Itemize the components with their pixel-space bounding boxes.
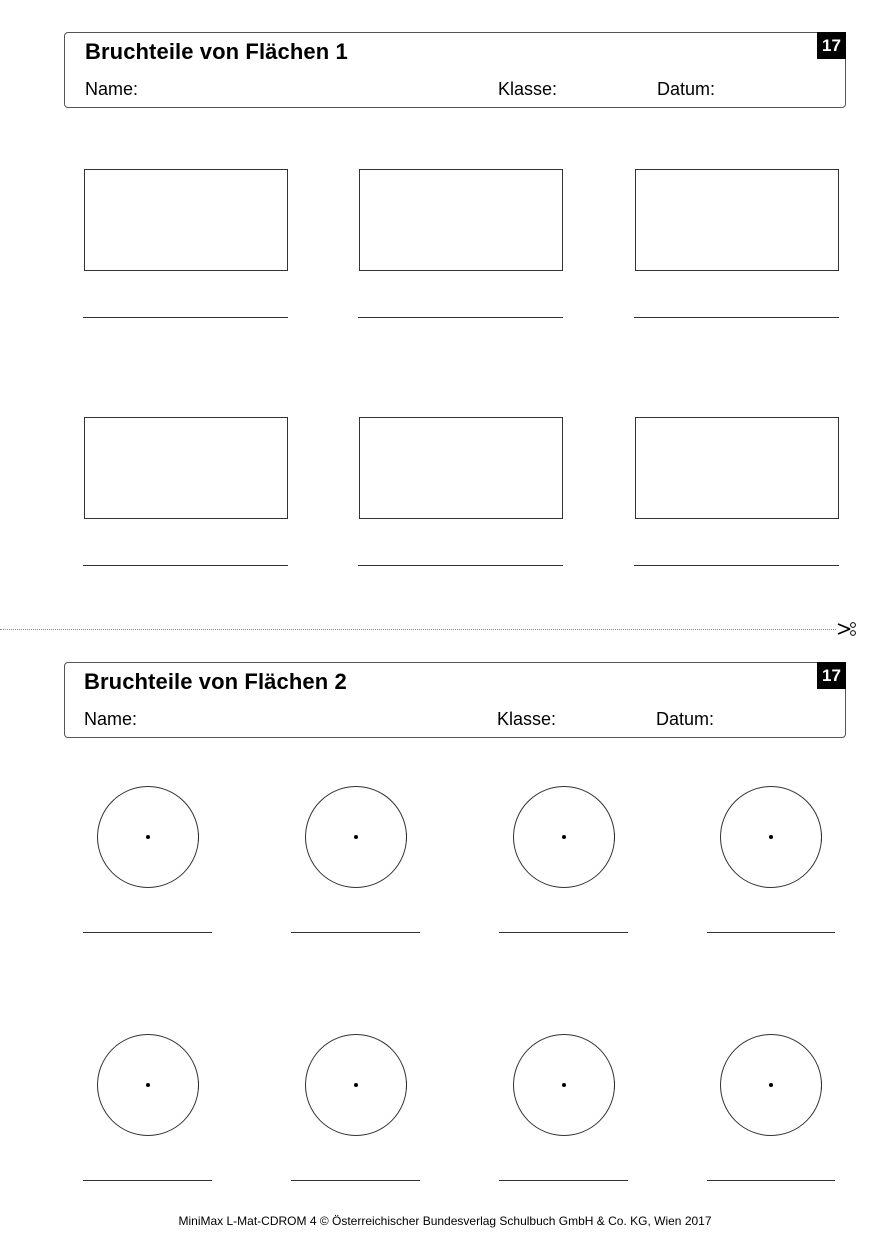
answer-line[interactable] [83,317,288,318]
fraction-rectangle [635,169,839,271]
answer-line[interactable] [83,1180,212,1181]
center-dot [146,835,150,839]
answer-line[interactable] [499,932,628,933]
answer-line[interactable] [707,1180,835,1181]
answer-line[interactable] [83,932,212,933]
tick-mark [198,1081,199,1089]
sheet2-name-label: Name: [84,709,138,729]
sheet1-page-badge: 17 [817,32,846,59]
cut-line [0,629,836,630]
center-dot [354,835,358,839]
fraction-rectangle [359,417,563,519]
center-dot [562,835,566,839]
answer-line[interactable] [634,317,839,318]
center-dot [354,1083,358,1087]
center-dot [769,1083,773,1087]
tick-mark [614,1081,615,1089]
sheet2-date-label: Datum: [656,709,715,729]
fraction-rectangle [84,169,288,271]
sheet2-page-badge: 17 [817,662,846,689]
copyright-footer: MiniMax L-Mat-CDROM 4 © Österreichischer Bundesverlag Schulbuch GmbH & Co. KG, Wien 2017 [178,1214,712,1228]
sheet2-title: Bruchteile von Flächen 2 [84,669,347,694]
tick-mark [614,833,615,841]
sheet1-class-label: Klasse: [498,79,558,99]
answer-line[interactable] [291,1180,420,1181]
center-dot [562,1083,566,1087]
answer-line[interactable] [291,932,420,933]
sheet1-date-label: Datum: [657,79,716,99]
sheet2-class-label: Klasse: [497,709,557,729]
scissors-icon [836,618,858,640]
tick-mark [821,833,822,841]
center-dot [146,1083,150,1087]
answer-line[interactable] [634,565,839,566]
answer-line[interactable] [83,565,288,566]
sheet1-header [64,32,846,108]
answer-line[interactable] [499,1180,628,1181]
tick-mark [406,833,407,841]
tick-mark [198,833,199,841]
fraction-rectangle [635,417,839,519]
fraction-rectangle [359,169,563,271]
sheet1-title: Bruchteile von Flächen 1 [85,39,348,64]
tick-mark [821,1081,822,1089]
answer-line[interactable] [358,317,563,318]
answer-line[interactable] [358,565,563,566]
center-dot [769,835,773,839]
tick-mark [406,1081,407,1089]
answer-line[interactable] [707,932,835,933]
sheet2-header [64,662,846,738]
sheet1-name-label: Name: [85,79,139,99]
fraction-rectangle [84,417,288,519]
